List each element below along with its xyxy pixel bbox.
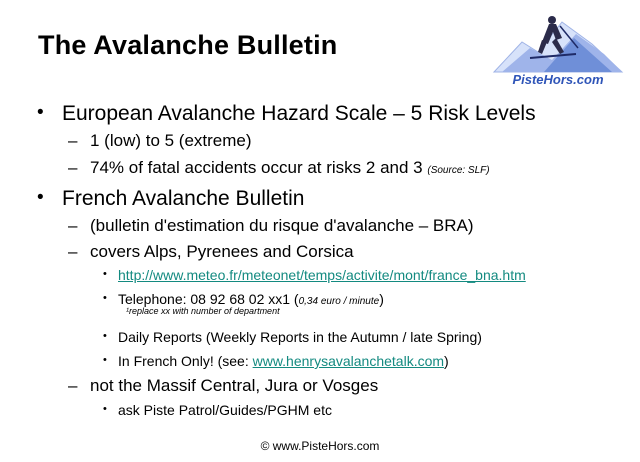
bullet-dash: –: [68, 131, 78, 150]
subbullet-text: (bulletin d'estimation du risque d'avalanche – BRA): [90, 216, 474, 235]
bullet-dot: •: [37, 187, 44, 208]
subbullet-text: covers Alps, Pyrenees and Corsica: [90, 242, 354, 261]
item-text: Daily Reports (Weekly Reports in the Autumn / late Spring): [118, 329, 482, 345]
telephone-text: [118, 292, 384, 307]
source-note: (Source: SLF): [427, 165, 490, 176]
telephone-rate: 0,34 euro / minute: [298, 296, 380, 307]
item-text-group: [118, 354, 449, 368]
bullet-dash: –: [68, 242, 78, 261]
subbullet-text-group: [90, 159, 490, 176]
item-text: ask Piste Patrol/Guides/PGHM etc: [118, 402, 332, 418]
telephone-number: Telephone: 08 92 68 02 xx1 (: [118, 291, 299, 307]
telephone-close: ): [379, 291, 384, 307]
henrys-link[interactable]: www.henrysavalanchetalk.com: [252, 353, 445, 369]
subbullet-text: not the Massif Central, Jura or Vosges: [90, 376, 379, 395]
telephone-footnote: ¹replace xx with number of department: [126, 306, 280, 316]
bullet-dot: •: [103, 268, 107, 280]
meteo-link[interactable]: http://www.meteo.fr/meteonet/temps/activite/mont/france_bna.htm: [118, 267, 526, 283]
subbullet-text: 74% of fatal accidents occur at risks 2 and 3: [90, 158, 423, 177]
footer-copyright: © www.PisteHors.com: [260, 439, 380, 453]
bullet-dot: •: [103, 403, 107, 415]
subbullet-text: 1 (low) to 5 (extreme): [90, 131, 252, 150]
bullet-text: French Avalanche Bulletin: [62, 187, 305, 210]
bullet-dash: –: [68, 376, 78, 395]
skier-mountain-logo-icon: [492, 8, 624, 88]
bullet-dash: –: [68, 158, 78, 177]
item-close: ): [444, 353, 449, 369]
bullet-dot: •: [103, 292, 107, 304]
bullet-dot: •: [103, 330, 107, 342]
bullet-text: European Avalanche Hazard Scale – 5 Risk Levels: [62, 102, 536, 125]
bullet-dot: •: [37, 102, 44, 123]
item-text: In French Only! (see:: [118, 353, 253, 369]
logo-text: PisteHors.com: [512, 72, 604, 87]
bullet-dash: –: [68, 216, 78, 235]
slide-title: The Avalanche Bulletin: [38, 30, 338, 60]
bullet-dot: •: [103, 354, 107, 366]
